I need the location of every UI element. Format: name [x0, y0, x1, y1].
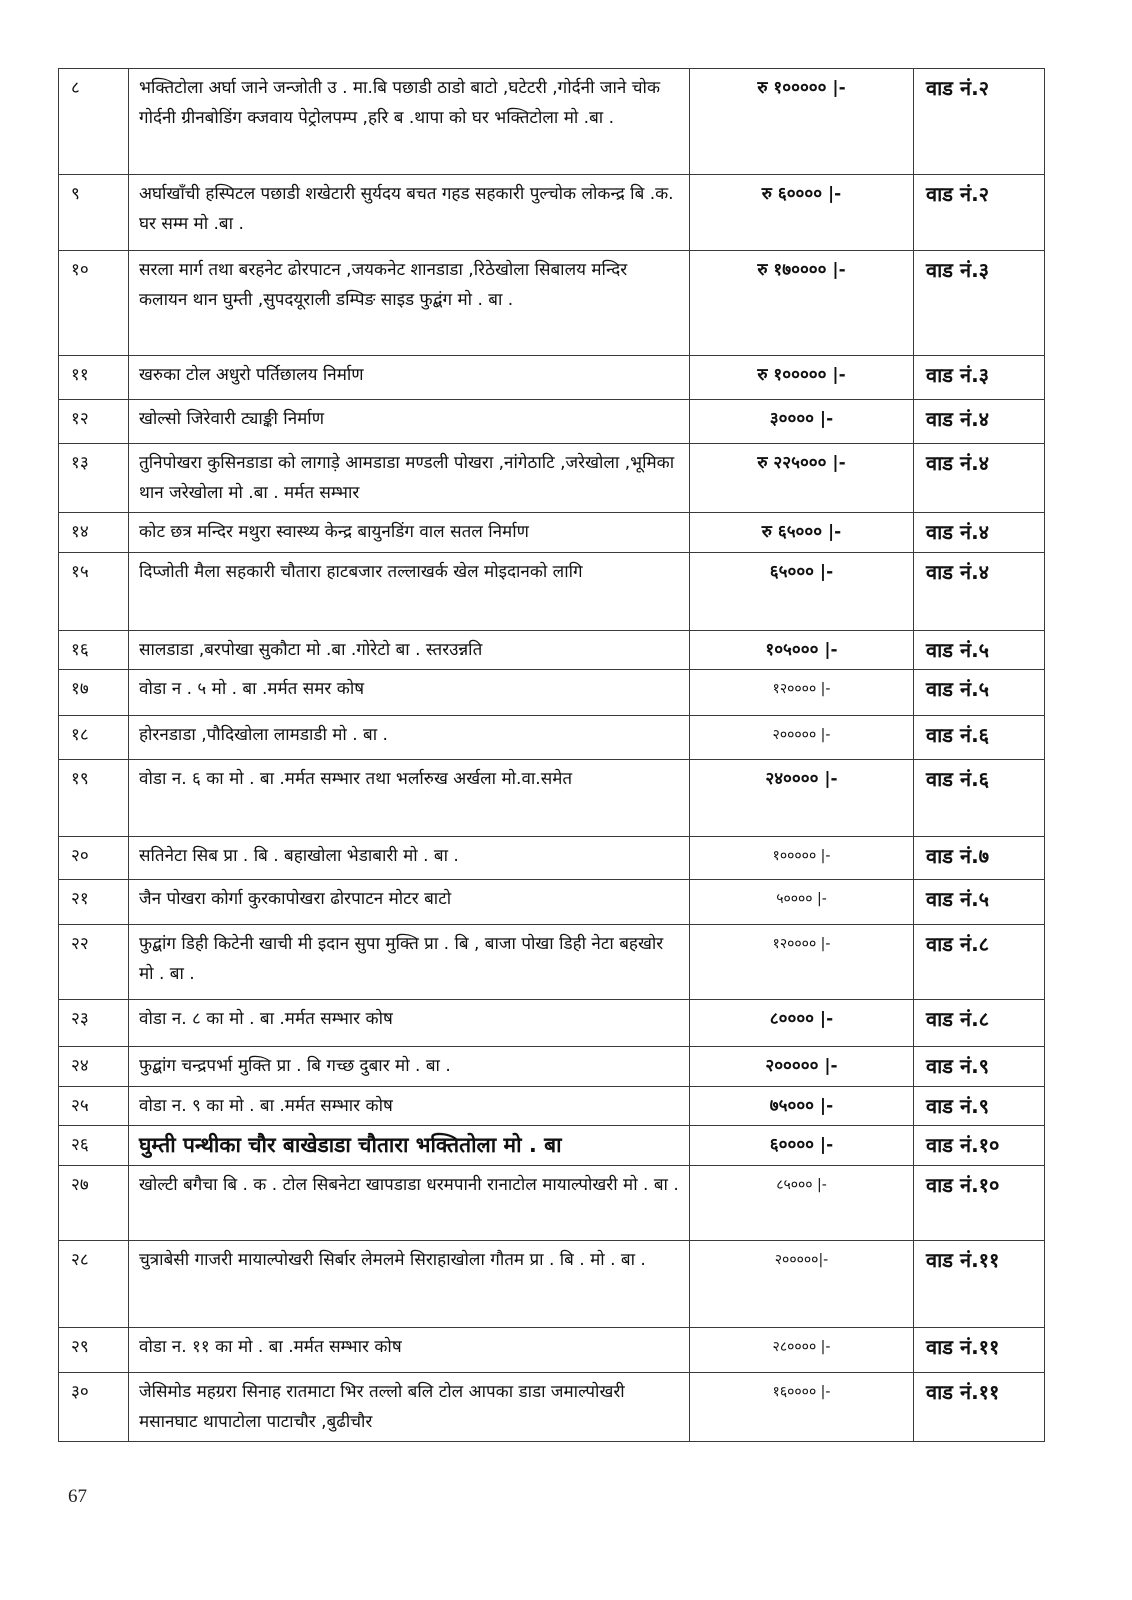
project-description: सतिनेटा सिब प्रा . बि . बहाखोला भेडाबारी मो . बा . [129, 837, 690, 880]
ward-number: वाड नं.१० [914, 1166, 1045, 1241]
serial-number: २४ [59, 1047, 129, 1087]
table-row [59, 1087, 1045, 1126]
serial-number: २७ [59, 1166, 129, 1241]
serial-number: ९ [59, 175, 129, 251]
budget-amount: ८०००० |- [690, 1000, 914, 1047]
table-row [59, 251, 1045, 356]
table-row [59, 1328, 1045, 1373]
project-description: फुद्बांग चन्द्रपर्भा मुक्ति प्रा . बि गच्छ दुबार मो . बा . [129, 1047, 690, 1087]
project-description: वोडा न. ९ का मो . बा .मर्मत सम्भार कोष [129, 1087, 690, 1126]
table-row [59, 925, 1045, 1000]
budget-amount: ३०००० |- [690, 400, 914, 444]
serial-number: २८ [59, 1241, 129, 1328]
budget-amount: १२०००० |- [690, 925, 914, 1000]
budget-amount: रु ६५००० |- [690, 513, 914, 553]
ward-number: वाड नं.११ [914, 1241, 1045, 1328]
project-description: तुनिपोखरा कुसिनडाडा को लागाड़े आमडाडा मण्डली पोखरा ,नांगेठाटि ,जरेखोला ,भूमिका थान जरेखोला मो .बा . मर्मत सम्भार [129, 444, 690, 513]
project-description: कोट छत्र मन्दिर मथुरा स्वास्थ्य केन्द्र बायुनडिंग वाल सतल निर्माण [129, 513, 690, 553]
serial-number: ३० [59, 1373, 129, 1442]
serial-number: १३ [59, 444, 129, 513]
project-description: सरला मार्ग तथा बरहनेट ढोरपाटन ,जयकनेट शानडाडा ,रिठेखोला सिबालय मन्दिर कलायन थान घुम्ती ,सुपदयूराली डम्पिङ साइड फुद्बंग मो . बा . [129, 251, 690, 356]
ward-number: वाड नं.१० [914, 1126, 1045, 1166]
serial-number: २१ [59, 880, 129, 925]
project-description: वोडा न. ११ का मो . बा .मर्मत सम्भार कोष [129, 1328, 690, 1373]
table-row [59, 837, 1045, 880]
serial-number: ८ [59, 69, 129, 175]
project-description: भक्तिटोला अर्घा जाने जन्जोती उ . मा.बि पछाडी ठाडो बाटो ,घटेटरी ,गोर्दनी जाने चोक गोर्दनी ग्रीनबोडिंग क्जवाय पेट्रोलपम्प ,हरि ब .थापा को घर भक्तिटोला मो .बा . [129, 69, 690, 175]
ward-number: वाड नं.६ [914, 760, 1045, 837]
ward-number: वाड नं.४ [914, 444, 1045, 513]
budget-amount: ६०००० |- [690, 1126, 914, 1166]
budget-amount: ५०००० |- [690, 880, 914, 925]
serial-number: १८ [59, 716, 129, 760]
budget-amount: ८५००० |- [690, 1166, 914, 1241]
budget-amount: रु १७०००० |- [690, 251, 914, 356]
ward-number: वाड नं.९ [914, 1047, 1045, 1087]
ward-number: वाड नं.८ [914, 1000, 1045, 1047]
budget-amount: १२०००० |- [690, 670, 914, 716]
page-number: 67 [68, 1486, 87, 1507]
project-description: वोडा न. ६ का मो . बा .मर्मत सम्भार तथा भर्लारुख अर्खला मो.वा.समेत [129, 760, 690, 837]
table-row [59, 175, 1045, 251]
serial-number: २३ [59, 1000, 129, 1047]
serial-number: १२ [59, 400, 129, 444]
table-row [59, 553, 1045, 631]
budget-amount: रु ६०००० |- [690, 175, 914, 251]
project-description: खोल्सो जिरेवारी ट्याङ्की निर्माण [129, 400, 690, 444]
table-row [59, 444, 1045, 513]
serial-number: १० [59, 251, 129, 356]
ward-number: वाड नं.५ [914, 880, 1045, 925]
table-row [59, 1166, 1045, 1241]
project-description: वोडा न . ५ मो . बा .मर्मत समर कोष [129, 670, 690, 716]
table-row [59, 670, 1045, 716]
ward-number: वाड नं.२ [914, 69, 1045, 175]
project-description: घुम्ती पन्थीका चौर बाखेडाडा चौतारा भक्तितोला मो . बा [129, 1126, 690, 1166]
budget-amount: १००००० |- [690, 837, 914, 880]
serial-number: १४ [59, 513, 129, 553]
serial-number: २६ [59, 1126, 129, 1166]
budget-amount: २४०००० |- [690, 760, 914, 837]
ward-number: वाड नं.५ [914, 631, 1045, 670]
serial-number: २२ [59, 925, 129, 1000]
serial-number: १९ [59, 760, 129, 837]
project-description: दिप्जोती मैला सहकारी चौतारा हाटबजार तल्लाखर्क खेल मोइदानको लागि [129, 553, 690, 631]
budget-amount: ७५००० |- [690, 1087, 914, 1126]
table-row [59, 880, 1045, 925]
serial-number: २५ [59, 1087, 129, 1126]
serial-number: ११ [59, 356, 129, 400]
ward-number: वाड नं.७ [914, 837, 1045, 880]
budget-amount: १०५००० |- [690, 631, 914, 670]
table-row [59, 513, 1045, 553]
budget-amount: २८०००० |- [690, 1328, 914, 1373]
table-row [59, 69, 1045, 175]
serial-number: २० [59, 837, 129, 880]
table-row [59, 1000, 1045, 1047]
ward-number: वाड नं.४ [914, 400, 1045, 444]
budget-amount: २०००००|- [690, 1241, 914, 1328]
project-description: खोल्टी बगैचा बि . क . टोल सिबनेटा खापडाडा धरमपानी रानाटोल मायाल्पोखरी मो . बा . [129, 1166, 690, 1241]
budget-amount: २००००० |- [690, 716, 914, 760]
table-row [59, 356, 1045, 400]
project-description: चुत्राबेसी गाजरी मायाल्पोखरी सिर्बार लेमलमे सिराहाखोला गौतम प्रा . बि . मो . बा . [129, 1241, 690, 1328]
project-description: जेसिमोड महग्ररा सिनाह रातमाटा भिर तल्लो बलि टोल आपका डाडा जमाल्पोखरी मसानघाट थापाटोला पाटाचौर ,बुढीचौर [129, 1373, 690, 1442]
project-description: सालडाडा ,बरपोखा सुकौटा मो .बा .गोरेटो बा . स्तरउन्नति [129, 631, 690, 670]
table-row [59, 1126, 1045, 1166]
budget-amount: रु १००००० |- [690, 356, 914, 400]
budget-amount: १६०००० |- [690, 1373, 914, 1442]
ward-number: वाड नं.४ [914, 513, 1045, 553]
budget-table [58, 68, 1045, 1442]
table-row [59, 1373, 1045, 1442]
budget-amount: २००००० |- [690, 1047, 914, 1087]
ward-number: वाड नं.५ [914, 670, 1045, 716]
serial-number: १६ [59, 631, 129, 670]
ward-number: वाड नं.३ [914, 251, 1045, 356]
table-row [59, 716, 1045, 760]
table-row [59, 400, 1045, 444]
ward-number: वाड नं.६ [914, 716, 1045, 760]
ward-number: वाड नं.३ [914, 356, 1045, 400]
table-row [59, 631, 1045, 670]
project-description: जैन पोखरा कोर्गा कुरकापोखरा ढोरपाटन मोटर बाटो [129, 880, 690, 925]
budget-amount: ६५००० |- [690, 553, 914, 631]
ward-number: वाड नं.११ [914, 1328, 1045, 1373]
ward-number: वाड नं.११ [914, 1373, 1045, 1442]
project-description: अर्घाखाँची हस्पिटल पछाडी शखेटारी सुर्यदय बचत गहड सहकारी पुल्चोक लोकन्द्र बि .क. घर सम्म मो .बा . [129, 175, 690, 251]
serial-number: १७ [59, 670, 129, 716]
budget-amount: रु २२५००० |- [690, 444, 914, 513]
project-description: वोडा न. ८ का मो . बा .मर्मत सम्भार कोष [129, 1000, 690, 1047]
project-description: फुद्बांग डिही किटेनी खाची मी इदान सुपा मुक्ति प्रा . बि , बाजा पोखा डिही नेटा बहखोर मो . बा . [129, 925, 690, 1000]
project-description: खरुका टोल अधुरो पर्तिछालय निर्माण [129, 356, 690, 400]
ward-number: वाड नं.२ [914, 175, 1045, 251]
project-description: होरनडाडा ,पौदिखोला लामडाडी मो . बा . [129, 716, 690, 760]
serial-number: १५ [59, 553, 129, 631]
table-row [59, 1047, 1045, 1087]
table-row [59, 760, 1045, 837]
serial-number: २९ [59, 1328, 129, 1373]
ward-number: वाड नं.४ [914, 553, 1045, 631]
table-row [59, 1241, 1045, 1328]
budget-amount: रु १००००० |- [690, 69, 914, 175]
ward-number: वाड नं.८ [914, 925, 1045, 1000]
ward-number: वाड नं.९ [914, 1087, 1045, 1126]
